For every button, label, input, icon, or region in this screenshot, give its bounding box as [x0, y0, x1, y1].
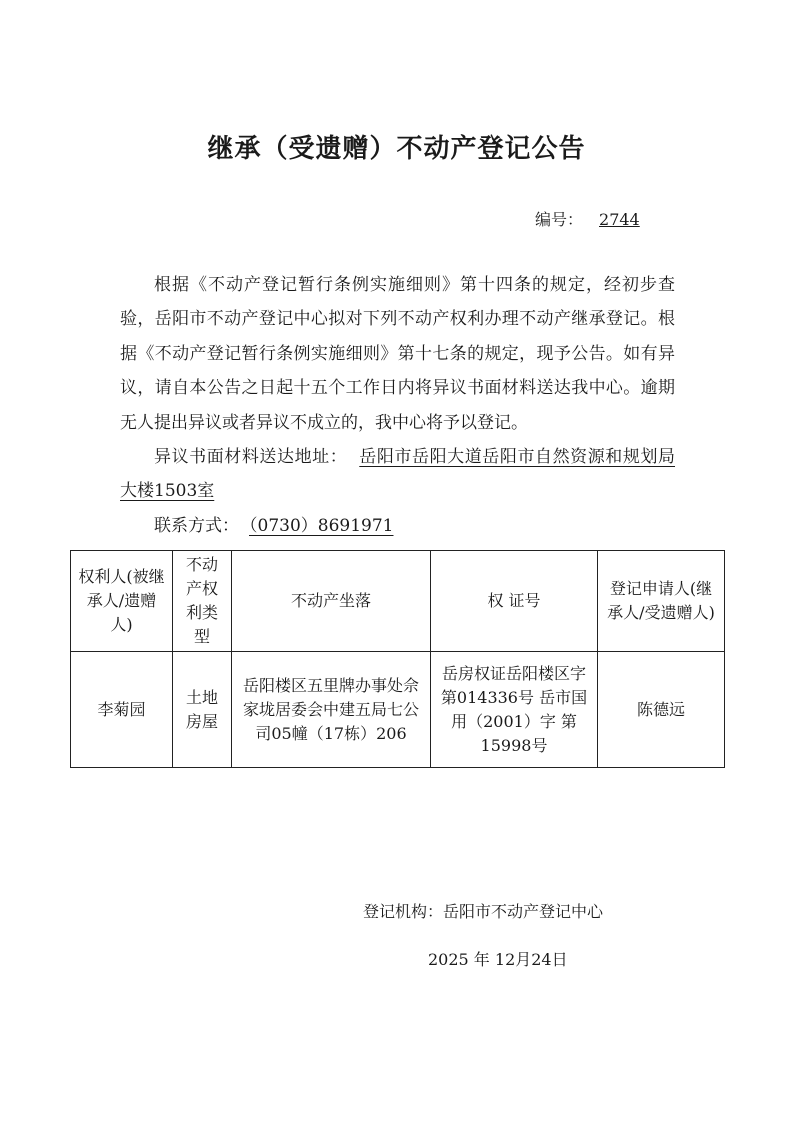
header-right-type: 不动产权利类型 — [173, 551, 232, 652]
table-header-row — [71, 551, 725, 652]
notice-number — [535, 207, 640, 230]
property-table — [70, 550, 725, 768]
header-holder: 权利人(被继承人/遗赠人) — [71, 551, 173, 652]
cell-certificate: 岳房权证岳阳楼区字第014336号 岳市国用（2001）字 第15998号 — [431, 652, 598, 768]
header-location: 不动产坐落 — [232, 551, 431, 652]
notice-body — [120, 268, 675, 543]
notice-number-label: 编号： — [535, 210, 584, 229]
objection-address-value: 岳阳市岳阳大道岳阳市自然资源和规划局大楼1503室 — [120, 447, 676, 502]
authority-value: 岳阳市不动产登记中心 — [443, 902, 604, 921]
header-certificate: 权 证号 — [431, 551, 598, 652]
contact-value: （0730）8691971 — [249, 515, 394, 536]
cell-applicant: 陈德远 — [598, 652, 725, 768]
authority-label: 登记机构： — [363, 902, 444, 921]
cell-location: 岳阳楼区五里牌办事处佘家垅居委会中建五局七公司05幢（17栋）206 — [232, 652, 431, 768]
objection-address — [120, 440, 675, 509]
cell-holder: 李菊园 — [71, 652, 173, 768]
header-applicant: 登记申请人(继承人/受遗赠人) — [598, 551, 725, 652]
notice-paragraph: 根据《不动产登记暂行条例实施细则》第十四条的规定，经初步查验，岳阳市不动产登记中心拟对下列不动产权利办理不动产继承登记。根据《不动产登记暂行条例实施细则》第十七条的规定，现予公告。如有异议，请自本公告之日起十五个工作日内将异议书面材料送达我中心。逾期无人提出异议或者异议不成立的，我中心将予以登记。 — [120, 275, 675, 433]
table-row — [71, 652, 725, 768]
contact-label: 联系方式： — [154, 515, 239, 536]
cell-right-type: 土地房屋 — [173, 652, 232, 768]
objection-address-label: 异议书面材料送达地址： — [154, 447, 348, 468]
notice-title: 继承（受遗赠）不动产登记公告 — [207, 134, 586, 164]
notice-number-value: 2744 — [599, 210, 640, 229]
contact-info — [120, 509, 675, 543]
notice-date: 2025 年 12月24日 — [428, 950, 568, 969]
registration-authority — [363, 899, 603, 922]
